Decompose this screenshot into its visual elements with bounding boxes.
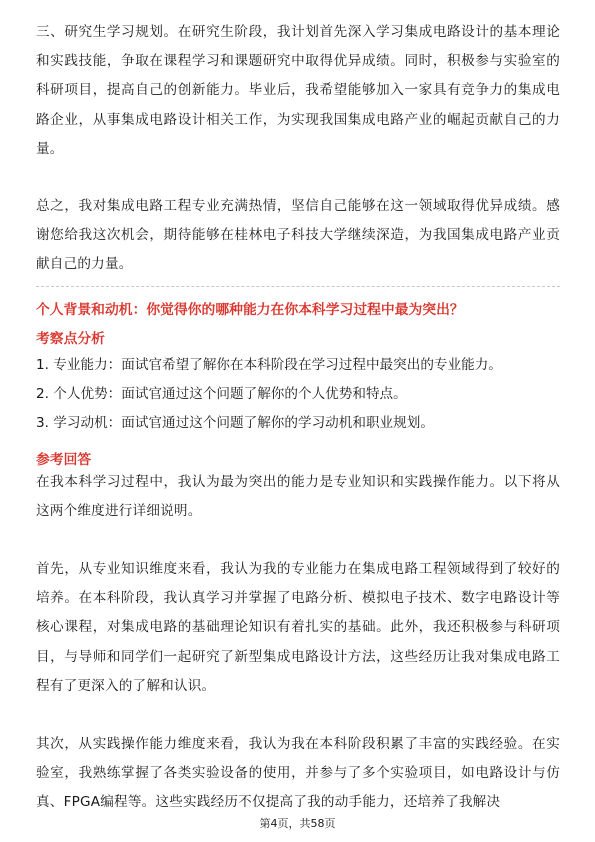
- answer-heading: 参考回答: [36, 452, 92, 468]
- analysis-item-1: 1. 专业能力：面试官希望了解你在本科阶段在学习过程中最突出的专业能力。: [36, 357, 502, 373]
- interview-question: 个人背景和动机：你觉得你的哪种能力在你本科学习过程中最为突出？: [36, 302, 464, 318]
- analysis-heading: 考察点分析: [36, 331, 105, 347]
- answer-paragraph-practice: 其次，从实践操作能力维度来看，我认为我在本科阶段积累了丰富的实践经验。在实验室，我熟练掌握了各类实验设备的使用，并参与了多个实验项目，如电路设计与仿真、FPGA编程等。这些实践经历不仅提高了我的动手能力，还培养了我解决: [36, 736, 560, 811]
- section-divider: [36, 286, 560, 287]
- answer-paragraph-knowledge: 首先，从专业知识维度来看，我认为我的专业能力在集成电路工程领域得到了较好的培养。在本科阶段，我认真学习并掌握了电路分析、模拟电子技术、数字电路设计等核心课程，对集成电路的基础理论知识有着扎实的基础。此外，我还积极参与科研项目，与导师和同学们一起研究了新型集成电路设计方法，这些经历让我对集成电路工程有了更深入的了解和认识。: [36, 561, 560, 694]
- analysis-item-3: 3. 学习动机：面试官通过这个问题了解你的学习动机和职业规划。: [36, 415, 434, 431]
- answer-paragraph-intro: 在我本科学习过程中，我认为最为突出的能力是专业知识和实践操作能力。以下将从这两个维度进行详细说明。: [36, 474, 560, 520]
- analysis-item-2: 2. 个人优势：面试官通过这个问题了解你的个人优势和特点。: [36, 386, 407, 402]
- page-number-footer: 第4页，共58页: [259, 817, 336, 830]
- paragraph-conclusion: 总之，我对集成电路工程专业充满热情，坚信自己能够在这一领域取得优异成绩。感谢您给我这次机会，期待能够在桂林电子科技大学继续深造，为我国集成电路产业贡献自己的力量。: [36, 198, 560, 273]
- paragraph-study-plan: 三、研究生学习规划。在研究生阶段，我计划首先深入学习集成电路设计的基本理论和实践技能，争取在课程学习和课题研究中取得优异成绩。同时，积极参与实验室的科研项目，提高自己的创新能力。毕业后，我希望能够加入一家具有竞争力的集成电路企业，从事集成电路设计相关工作，为实现我国集成电路产业的崛起贡献自己的力量。: [36, 24, 560, 157]
